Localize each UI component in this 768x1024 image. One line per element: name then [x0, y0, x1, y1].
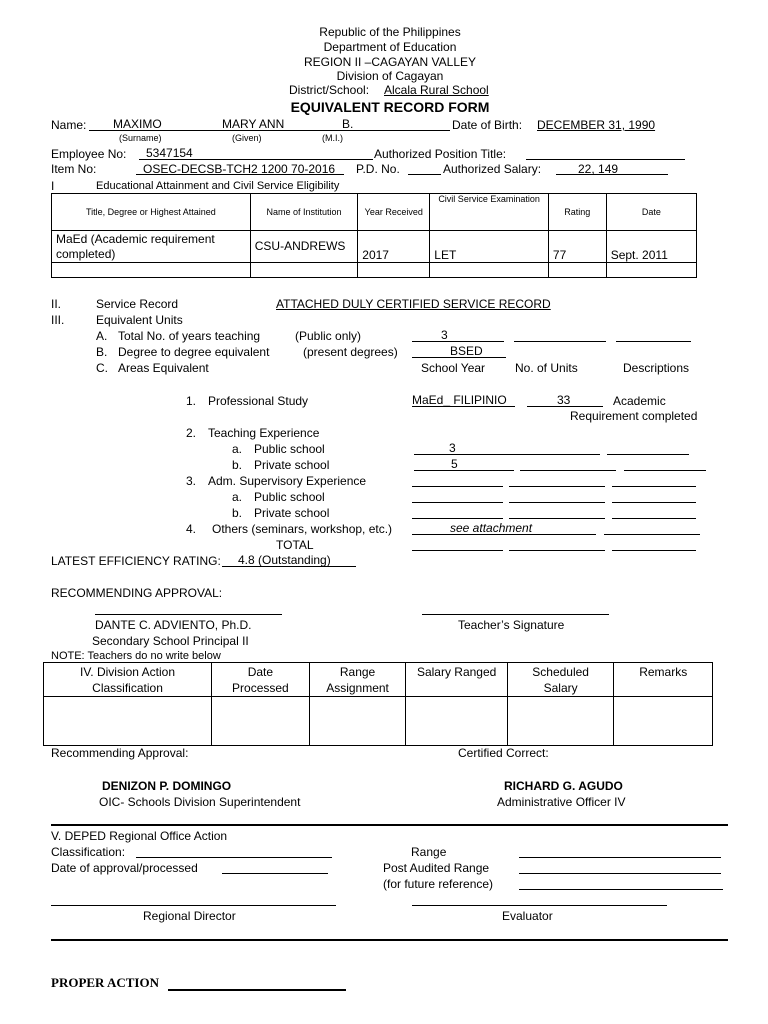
salary-label: Authorized Salary: [443, 162, 542, 176]
item2a-underline-2 [607, 454, 689, 455]
division-header-scheduled-salary: Scheduled Salary [507, 663, 614, 697]
item3a-underline [412, 502, 503, 503]
item2b-label: Private school [254, 458, 330, 472]
item2a-letter: a. [232, 442, 243, 456]
pd-underline [408, 174, 441, 175]
edu-header-year: Year Received [358, 194, 430, 231]
surname-caption: (Surname) [119, 133, 162, 143]
section-divider [51, 824, 728, 826]
item-a-label: Total No. of years teaching [118, 329, 261, 343]
edu-cell-empty [548, 263, 606, 278]
edu-cell-exam: LET [430, 231, 549, 263]
teacher-signature-line [422, 614, 609, 615]
item-no-label: Item No: [51, 162, 97, 176]
district-value: Alcala Rural School [384, 83, 489, 97]
principal-signature-line [95, 614, 282, 615]
given-caption: (Given) [232, 133, 262, 143]
division-header-range: Range Assignment [309, 663, 406, 697]
item1-number: 1. [186, 394, 197, 408]
item1-label: Professional Study [208, 394, 309, 408]
edu-header-exam: Civil Service Examination [430, 194, 549, 231]
item3a-label: Public school [254, 490, 325, 504]
item-a-underline-3 [616, 341, 691, 342]
edu-header-title: Title, Degree or Highest Attained [52, 194, 251, 231]
item-a-note: (Public only) [295, 329, 362, 343]
item3a-letter: a. [232, 490, 243, 504]
section1-number: I [51, 179, 55, 193]
mi-caption: (M.I.) [322, 133, 343, 143]
division-cell [507, 697, 614, 746]
surname-value: MAXIMO [113, 117, 162, 131]
col-descriptions: Descriptions [623, 361, 690, 375]
item1-units: 33 [557, 393, 571, 407]
section1-title: Educational Attainment and Civil Service Eligibility [96, 180, 340, 192]
item-c-label: Areas Equivalent [118, 361, 209, 375]
item4-label: Others (seminars, workshop, etc.) [212, 522, 393, 536]
dob-label: Date of Birth: [452, 118, 523, 132]
total-underline-3 [612, 550, 696, 551]
item3-underline-3 [612, 486, 696, 487]
section3-label: Equivalent Units [96, 313, 183, 327]
date-approval-underline [222, 873, 328, 874]
section-divider-2 [51, 939, 728, 941]
item-a-underline-2 [514, 341, 606, 342]
item-b-label: Degree to degree equivalent [118, 345, 270, 359]
edu-cell-empty [358, 263, 430, 278]
header-region: REGION II –CAGAYAN VALLEY [303, 55, 477, 69]
item2a-underline [414, 454, 600, 455]
range-underline [519, 857, 721, 858]
header-department: Department of Education [323, 40, 457, 54]
division-header-remarks: Remarks [614, 663, 713, 697]
teacher-signature-label: Teacher’s Signature [458, 618, 565, 632]
position-underline [526, 159, 685, 160]
efficiency-label: LATEST EFFICIENCY RATING: [51, 554, 221, 568]
table-row [52, 263, 697, 278]
superintendent-name: DENIZON P. DOMINGO [102, 779, 232, 793]
item2b-underline [414, 470, 514, 471]
post-audited-label: Post Audited Range [383, 861, 490, 875]
item-b-note: (present degrees) [303, 345, 398, 359]
item1-school-year: MaEd_ FILIPINIO [412, 393, 507, 407]
regional-director-label: Regional Director [143, 909, 236, 923]
division-header-date: Date Processed [212, 663, 310, 697]
col-school-year: School Year [421, 361, 486, 375]
table-row [52, 231, 697, 263]
evaluator-label: Evaluator [502, 909, 553, 923]
post-audited-underline [519, 873, 721, 874]
mi-value: B. [342, 117, 354, 131]
principal-name: DANTE C. ADVIENTO, Ph.D. [95, 618, 252, 632]
item-no-value: OSEC-DECSB-TCH2 1200 70-2016 [143, 162, 336, 176]
item2b-underline-2 [520, 470, 616, 471]
evaluator-line [412, 905, 667, 906]
certified-correct-label: Certified Correct: [458, 746, 549, 760]
superintendent-title: OIC- Schools Division Superintendent [99, 795, 301, 809]
position-label: Authorized Position Title: [374, 147, 507, 161]
division-cell [309, 697, 406, 746]
regional-director-line [51, 905, 336, 906]
item-a-value: 3 [441, 328, 448, 342]
section2-label: Service Record [96, 297, 179, 311]
note-text: NOTE: Teachers do no write below [51, 650, 221, 662]
edu-cell-empty [250, 263, 358, 278]
proper-action-underline [168, 989, 346, 991]
edu-cell-year: 2017 [358, 231, 430, 263]
item3b-label: Private school [254, 506, 330, 520]
education-table [51, 193, 697, 278]
principal-title: Secondary School Principal II [92, 634, 249, 648]
edu-header-date: Date [606, 194, 696, 231]
item3-underline [412, 486, 503, 487]
edu-cell-empty [52, 263, 251, 278]
division-action-table [43, 662, 713, 746]
item3b-letter: b. [232, 506, 243, 520]
total-underline [412, 550, 503, 551]
division-cell [614, 697, 713, 746]
item1-desc-line1: Academic [613, 394, 666, 408]
item-b-letter: B. [96, 345, 108, 359]
item-b-value: BSED [450, 344, 483, 358]
employee-no-label: Employee No: [51, 147, 127, 161]
section3-number: III. [51, 313, 65, 327]
given-value: MARY ANN [222, 117, 285, 131]
date-approval-label: Date of approval/processed [51, 861, 198, 875]
proper-action-label: PROPER ACTION [51, 975, 159, 990]
form-title: EQUIVALENT RECORD FORM [290, 99, 490, 115]
edu-cell-empty [606, 263, 696, 278]
edu-cell-empty [430, 263, 549, 278]
item3a-underline-2 [509, 502, 605, 503]
division-header-classification: IV. Division Action Classification [44, 663, 212, 697]
edu-header-rating: Rating [548, 194, 606, 231]
item2b-letter: b. [232, 458, 243, 472]
item-a-letter: A. [96, 329, 108, 343]
item3-underline-2 [509, 486, 605, 487]
admin-officer-name: RICHARD G. AGUDO [504, 779, 623, 793]
future-reference-label: (for future reference) [383, 877, 494, 891]
item3b-underline [412, 518, 503, 519]
division-cell [406, 697, 507, 746]
item4-number: 4. [186, 522, 197, 536]
classification-underline [136, 857, 332, 858]
header-republic: Republic of the Philippines [319, 25, 461, 39]
item3b-underline-3 [612, 518, 696, 519]
division-recommending-label: Recommending Approval: [51, 746, 189, 760]
efficiency-value: 4.8 (Outstanding) [238, 553, 331, 567]
item-a-underline [412, 341, 504, 342]
edu-header-institution: Name of Institution [250, 194, 358, 231]
future-reference-underline [519, 889, 723, 890]
name-label: Name: [51, 118, 87, 132]
edu-cell-degree: MaEd (Academic requirement completed) [52, 231, 251, 263]
item3-number: 3. [186, 474, 197, 488]
service-record-value: ATTACHED DULY CERTIFIED SERVICE RECORD [276, 297, 551, 311]
table-row [44, 697, 713, 746]
header-division: Division of Cagayan [336, 69, 444, 83]
employee-no-value: 5347154 [146, 146, 193, 160]
division-cell [44, 697, 212, 746]
col-units: No. of Units [515, 361, 578, 375]
total-label: TOTAL [276, 538, 314, 552]
total-underline-2 [509, 550, 605, 551]
division-header-salary-ranged: Salary Ranged [406, 663, 507, 697]
pd-label: P.D. No. [356, 162, 400, 176]
classification-label: Classification: [51, 845, 126, 859]
dob-value: DECEMBER 31, 1990 [537, 118, 656, 132]
item-c-letter: C. [96, 361, 108, 375]
item4-value: see attachment [450, 521, 533, 535]
item3-label: Adm. Supervisory Experience [208, 474, 367, 488]
edu-cell-date: Sept. 2011 [606, 231, 696, 263]
division-cell [212, 697, 310, 746]
item2b-underline-3 [624, 470, 706, 471]
item2a-value: 3 [449, 441, 456, 455]
salary-value: 22, 149 [578, 162, 619, 176]
item1-desc-line2: Requirement completed [570, 409, 698, 423]
item2-label: Teaching Experience [208, 426, 320, 440]
regional-title: V. DEPED Regional Office Action [51, 829, 228, 843]
range-label: Range [411, 845, 447, 859]
item3a-underline-3 [612, 502, 696, 503]
item4-underline-2 [604, 534, 700, 535]
recommending-approval-label: RECOMMENDING APPROVAL: [51, 586, 223, 600]
item2a-label: Public school [254, 442, 325, 456]
admin-officer-title: Administrative Officer IV [497, 795, 626, 809]
section2-number: II. [51, 297, 62, 311]
edu-cell-institution: CSU-ANDREWS [250, 231, 358, 263]
item2b-value: 5 [451, 457, 458, 471]
item3b-underline-2 [509, 518, 605, 519]
item2-number: 2. [186, 426, 197, 440]
district-label: District/School: [289, 83, 370, 97]
edu-cell-rating: 77 [548, 231, 606, 263]
